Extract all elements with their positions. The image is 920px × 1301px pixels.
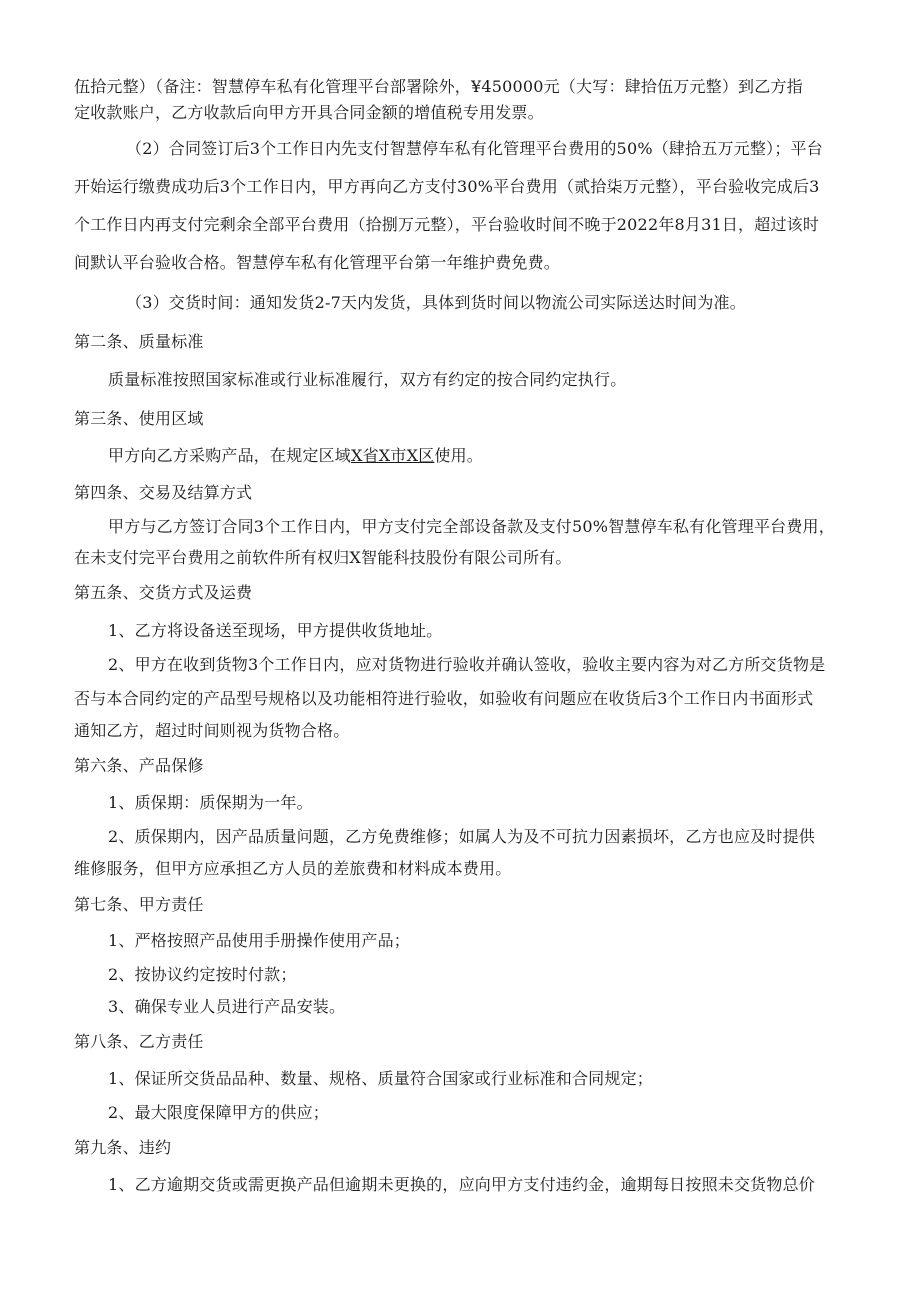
article-5-item-2-line-1: 2、甲方在收到货物3个工作日内，应对货物进行验收并确认签收，验收主要内容为对乙方所交货物是 [108, 655, 826, 674]
article-5-item-1: 1、乙方将设备送至现场，甲方提供收货地址。 [108, 621, 443, 640]
article-6-item-1: 1、质保期：质保期为一年。 [108, 793, 313, 812]
payment-clause-2-line-1: （2）合同签订后3个工作日内先支付智慧停车私有化管理平台费用的50%（肆拾五万元整）；平台 [126, 139, 823, 158]
article-7-item-1: 1、严格按照产品使用手册操作使用产品； [108, 931, 410, 950]
article-2-title: 第二条、质量标准 [74, 332, 204, 351]
payment-line-1: 伍拾元整）（备注：智慧停车私有化管理平台部署除外，¥450000元（大写：肆拾伍万元整）到乙方指 [74, 77, 803, 96]
payment-clause-2-line-3: 个工作日内再支付完剩余全部平台费用（拾捌万元整），平台验收时间不晚于2022年8月31日，超过该时 [74, 215, 820, 234]
article-7-item-2: 2、按协议约定按时付款； [108, 965, 297, 984]
article-7-title: 第七条、甲方责任 [74, 895, 204, 914]
payment-clause-2-line-4: 间默认平台验收合格。智慧停车私有化管理平台第一年维护费免费。 [74, 253, 561, 272]
article-3-title: 第三条、使用区域 [74, 409, 204, 428]
article-8-item-1: 1、保证所交货品品种、数量、规格、质量符合国家或行业标准和合同规定； [108, 1069, 653, 1088]
article-5-item-2-line-3: 通知乙方，超过时间则视为货物合格。 [74, 721, 350, 740]
article-6-item-2-line-2: 维修服务，但甲方应承担乙方人员的差旅费和材料成本费用。 [74, 859, 512, 878]
article-2-body: 质量标准按照国家标准或行业标准履行，双方有约定的按合同约定执行。 [108, 370, 627, 389]
payment-clause-3: （3）交货时间：通知发货2-7天内发货，具体到货时间以物流公司实际送达时间为准。 [126, 293, 746, 312]
article-5-item-2-line-2: 否与本合同约定的产品型号规格以及功能相符进行验收，如验收有问题应在收货后3个工作日内书面形式 [74, 689, 814, 708]
article-4-line-2: 在未支付完平台费用之前软件所有权归X智能科技股份有限公司所有。 [74, 548, 572, 567]
article-5-title: 第五条、交货方式及运费 [74, 583, 253, 602]
article-6-title: 第六条、产品保修 [74, 756, 204, 775]
article-9-item-1: 1、乙方逾期交货或需更换产品但逾期未更换的，应向甲方支付违约金，逾期每日按照未交货物总价 [108, 1175, 815, 1194]
article-3-body [108, 445, 483, 467]
article-3-body-pre: 甲方向乙方采购产品，在规定区域 [108, 446, 352, 465]
article-7-item-3: 3、确保专业人员进行产品安装。 [108, 997, 346, 1016]
article-8-title: 第八条、乙方责任 [74, 1032, 204, 1051]
article-4-line-1: 甲方与乙方签订合同3个工作日内，甲方支付完全部设备款及支付50%智慧停车私有化管理平台费用， [108, 517, 835, 536]
payment-line-2: 定收款账户，乙方收款后向甲方开具合同金额的增值税专用发票。 [74, 103, 544, 122]
article-6-item-2-line-1: 2、质保期内，因产品质量问题，乙方免费维修；如属人为及不可抗力因素损坏，乙方也应及时提供 [108, 827, 815, 846]
article-8-item-2: 2、最大限度保障甲方的供应； [108, 1103, 329, 1122]
payment-clause-2-line-2: 开始运行缴费成功后3个工作日内，甲方再向乙方支付30%平台费用（贰拾柒万元整），平台验收完成后3 [74, 177, 820, 196]
usage-region: X省X市X区 [351, 446, 435, 465]
article-9-title: 第九条、违约 [74, 1138, 172, 1157]
article-3-body-post: 使用。 [434, 446, 483, 465]
article-4-title: 第四条、交易及结算方式 [74, 483, 253, 502]
